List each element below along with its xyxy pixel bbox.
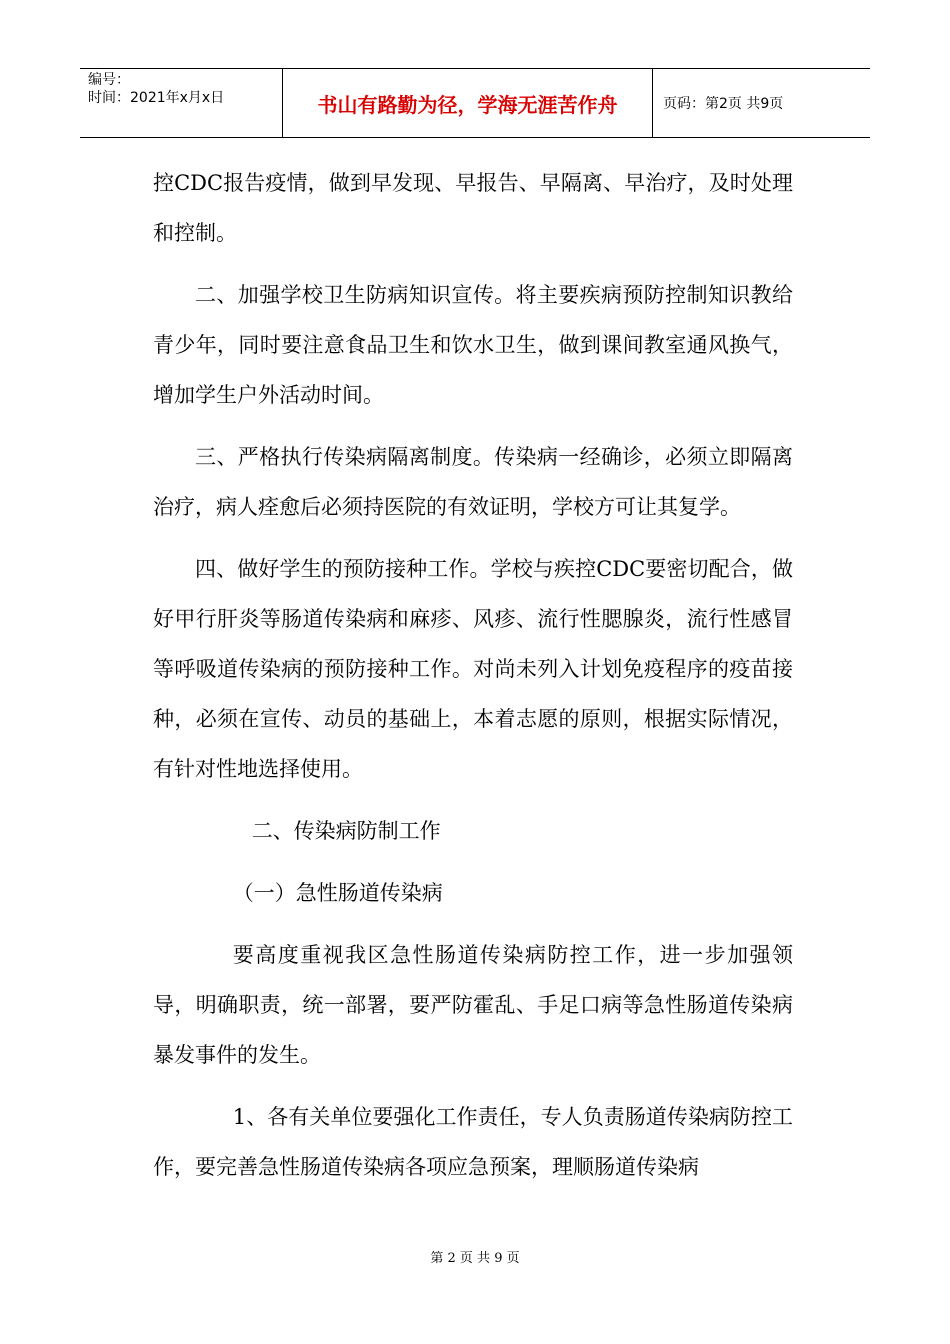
header-page-info: 页码：第2页 共9页 <box>663 96 784 112</box>
document-number-label: 编号： <box>88 72 130 88</box>
header-meta <box>80 69 283 137</box>
header-motto: 书山有路勤为径，学海无涯苦作舟 <box>283 69 653 137</box>
document-body <box>153 158 793 1204</box>
paragraph-continuation: 控CDC报告疫情，做到早发现、早报告、早隔离、早治疗，及时处理和控制。 <box>153 171 793 245</box>
heading-acute-intestinal: （一）急性肠道传染病 <box>232 881 443 905</box>
paragraph-intestinal-prevention: 要高度重视我区急性肠道传染病防控工作，进一步加强领导，明确职责，统一部署，要严防霍乱、手足口病等急性肠道传染病暴发事件的发生。 <box>153 943 793 1067</box>
page-header <box>80 68 870 138</box>
paragraph-section-3: 三、严格执行传染病隔离制度。传染病一经确诊，必须立即隔离治疗，病人痊愈后必须持医院的有效证明，学校方可让其复学。 <box>153 445 793 519</box>
document-time-label: 时间：2021年x月x日 <box>88 90 225 106</box>
heading-disease-control: 二、传染病防制工作 <box>251 819 441 843</box>
paragraph-section-2: 二、加强学校卫生防病知识宣传。将主要疾病预防控制知识教给青少年，同时要注意食品卫生和饮水卫生，做到课间教室通风换气，增加学生户外活动时间。 <box>153 283 793 407</box>
page-footer: 第 2 页 共 9 页 <box>430 1251 520 1266</box>
paragraph-item-1: 1、各有关单位要强化工作责任，专人负责肠道传染病防控工作，要完善急性肠道传染病各项应急预案，理顺肠道传染病 <box>153 1105 793 1179</box>
paragraph-section-4: 四、做好学生的预防接种工作。学校与疾控CDC要密切配合，做好甲行肝炎等肠道传染病和麻疹、风疹、流行性腮腺炎，流行性感冒等呼吸道传染病的预防接种工作。对尚未列入计划免疫程序的疫苗接种，必须在宣传、动员的基础上，本着志愿的原则，根据实际情况，有针对性地选择使用。 <box>153 557 793 781</box>
